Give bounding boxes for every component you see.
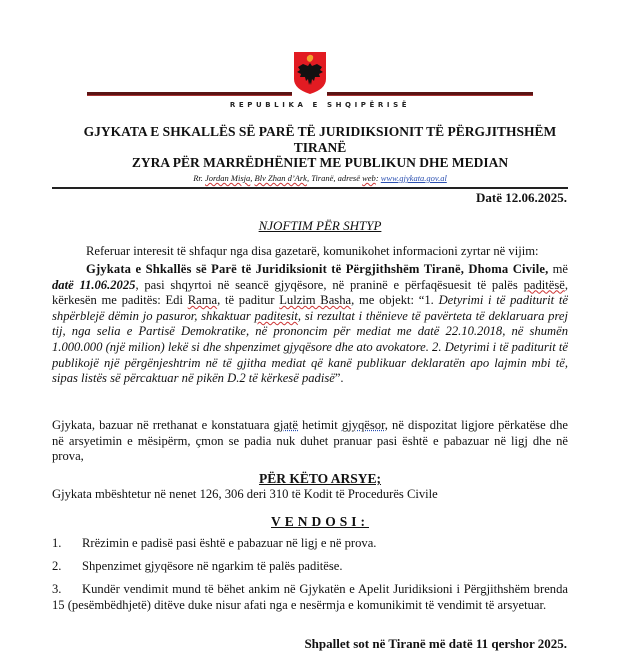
decision-item bbox=[52, 559, 568, 575]
text-segment: më bbox=[548, 262, 568, 276]
decision-number: 3. bbox=[52, 582, 62, 596]
address-boulevard: Blv Zhan d’Ark bbox=[254, 173, 307, 183]
intro-paragraph: Referuar interesit të shfaqur nga disa gazetarë, komunikohet informacioni zyrtar në vijim: bbox=[86, 244, 539, 258]
closing-statement: Shpallet sot në Tiranë më datë 11 qershor 2025. bbox=[304, 636, 567, 651]
text-segment: , me objekt: “1. bbox=[351, 293, 439, 308]
letterhead-rule-left bbox=[87, 92, 292, 96]
albania-coat-of-arms-icon bbox=[293, 51, 327, 95]
text-segment: Gjykata, bazuar në rrethanat e konstatuara bbox=[52, 418, 274, 432]
court-city-heading: TIRANË bbox=[293, 140, 347, 155]
decision-number: 2. bbox=[52, 559, 62, 573]
defendant-name: Lulzim Basha bbox=[279, 293, 352, 308]
text-segment: hetimit bbox=[298, 418, 342, 432]
reasons-heading: PËR KËTO ARSYE; bbox=[258, 471, 382, 486]
text-segment: , në dispozitat ligjore përkatëse dhe në arsyetimin e mësipërm, çmon se padia nuk duhet pranuar pasi është e pabazuar në ligj dhe në prova, bbox=[52, 418, 568, 464]
address-separator: , bbox=[250, 173, 255, 183]
decision-text: Rrëzimin e padisë pasi është e pabazuar në ligj e në prova. bbox=[82, 536, 377, 550]
office-heading: ZYRA PËR MARRËDHËNIET ME PUBLIKUN DHE MEDIAN bbox=[131, 155, 509, 170]
decision-number: 1. bbox=[52, 536, 62, 550]
court-address bbox=[0, 173, 640, 183]
address-street: Jordan Misja bbox=[205, 173, 251, 183]
decision-item bbox=[52, 582, 568, 613]
text-segment: , të paditur bbox=[217, 293, 280, 308]
text-segment: , kërkesën me paditës: Edi bbox=[52, 277, 568, 308]
letterhead-rule-right bbox=[327, 92, 533, 96]
decision-item bbox=[52, 536, 568, 552]
text-segment: gjyqësor bbox=[341, 418, 385, 432]
claim-object: paditesit bbox=[254, 308, 298, 323]
hearing-date: datë 11.06.2025 bbox=[52, 277, 136, 292]
decision-text: Shpenzimet gjyqësore në ngarkim të palës paditëse. bbox=[82, 559, 343, 573]
address-city: , Tiranë, adresë bbox=[306, 173, 363, 183]
header-divider bbox=[52, 187, 568, 189]
claim-object: , si rezultat i thënieve të pavërteta të deklaruara prej tij, nga selia e Partisë Demokratike, në prononcim për mediat me datë 22.10.2018, në shumën 1.000.000 (një milion) lekë si dhe shpenzimet gjyqësore dhe ato avokatore. 2. Detyrimi i të paditurit të publikojë një përgënjeshtrim në të gjitha mediat që kanë publikuar deklaratën apo lajmin mbi të, sipas listës së përcaktuar në pikën D.2 të kërkesë padisë bbox=[52, 308, 568, 386]
decision-text: Kundër vendimit mund të bëhet ankim në Gjykatën e Apelit Juridiksioni i Përgjithshëm brenda 15 (pesëmbëdhjetë) ditëve duke nisur afati nga e nesërmja e komunikimit të vendimit të arsyetuar. bbox=[52, 582, 568, 612]
text-segment: paditësë bbox=[523, 277, 565, 292]
address-colon: : bbox=[375, 173, 381, 183]
court-division: Gjykata e Shkallës së Parë të Juridiksionit të Përgjithshëm Tiranë, Dhoma Civile, bbox=[86, 262, 549, 276]
address-web-label: web bbox=[362, 173, 376, 183]
website-link[interactable]: www.gjykata.gov.al bbox=[380, 173, 447, 183]
text-segment: gjatë bbox=[273, 418, 299, 432]
text-segment: , pasi shqyrtoi në seancë gjyqësore, në praninë e përfaqësuesit të palës bbox=[135, 277, 524, 292]
legal-basis: Gjykata mbështetur në nenet 126, 306 deri 310 të Kodit të Procedurës Civile bbox=[52, 487, 438, 501]
claim-object: Detyrimi i të paditurit të shpërblejë dëmin jo pasuror, shkaktuar bbox=[52, 293, 569, 323]
republic-caption: REPUBLIKA E SHQIPËRISË bbox=[229, 101, 411, 109]
document-date: Datë 12.06.2025. bbox=[476, 190, 567, 205]
letterhead-emblem bbox=[0, 0, 640, 112]
plaintiff-name: Rama bbox=[187, 293, 218, 308]
text-segment: ”. bbox=[334, 371, 344, 386]
address-prefix: Rr. bbox=[193, 173, 205, 183]
notice-title: NJOFTIM PËR SHTYP bbox=[258, 218, 382, 233]
court-name-heading: GJYKATA E SHKALLËS SË PARË TË JURIDIKSIONIT TË PËRGJITHSHËM bbox=[83, 124, 557, 139]
case-paragraph bbox=[52, 262, 568, 387]
decision-heading: VENDOSI: bbox=[270, 514, 369, 529]
reasoning-paragraph bbox=[52, 418, 568, 465]
decision-text-wrapper bbox=[52, 582, 568, 613]
